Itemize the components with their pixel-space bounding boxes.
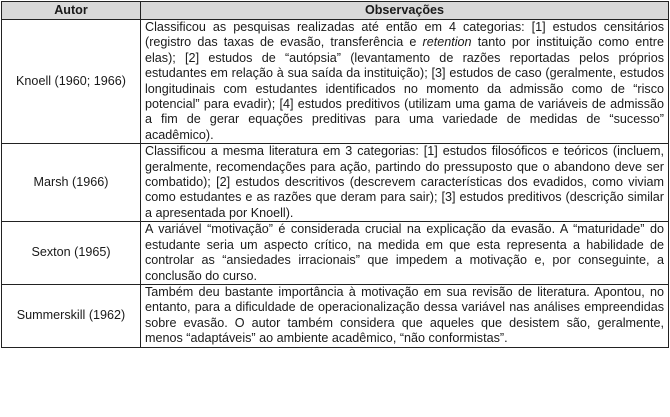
header-observations: Observações bbox=[141, 2, 669, 20]
table-body bbox=[2, 20, 669, 348]
observation-cell bbox=[141, 20, 669, 144]
table-row bbox=[2, 144, 669, 222]
observation-text: Classificou as pesquisas realizadas até então em 4 categorias: [1] estudos censitários (registro das taxas de evasão, transferência e bbox=[145, 20, 664, 50]
observation-cell: A variável “motivação” é considerada crucial na explicação da evasão. A “maturidade” do estudante seria um aspecto crítico, na medida em que esta representa a habilidade de controlar as “ansiedades irracionais” que impedem a motivação e, por conseguinte, a conclusão do curso. bbox=[141, 222, 669, 285]
author-cell: Marsh (1966) bbox=[2, 144, 141, 222]
table-row bbox=[2, 222, 669, 285]
table-header bbox=[2, 2, 669, 20]
observation-cell: Também deu bastante importância à motivação em sua revisão de literatura. Apontou, no entanto, para a dificuldade de operacionalização dessa variável nas análises empreendidas sobre evasão. O autor também considera que aqueles que desistem são, geralmente, menos “adaptáveis” ao ambiente acadêmico, “não conformistas”. bbox=[141, 284, 669, 347]
header-row bbox=[2, 2, 669, 20]
observation-cell: Classificou a mesma literatura em 3 categorias: [1] estudos filosóficos e teóricos (incluem, geralmente, recomendações para ação, partindo do pressuposto que o abandono deve ser combatido); [2] estudos descritivos (descrevem características dos evadidos, como viviam como estudantes e as razões que deram para sair); [3] estudos preditivos (descrição similar a apresentada por Knoell). bbox=[141, 144, 669, 222]
author-cell: Sexton (1965) bbox=[2, 222, 141, 285]
author-cell: Knoell (1960; 1966) bbox=[2, 20, 141, 144]
observation-text: tanto por instituição como entre elas); [2] estudos de “autópsia” (levantamento de razões reportadas pelos próprios estudantes em relação à sua saída da instituição); [3] estudos de caso (geralmente, estudos longitudinais com estudantes identificados no momento da admissão como de “risco potencial” para evadir); [4] estudos preditivos (utilizam uma gama de variáveis de admissão a fim de gerar equações preditivas para uma variedade de medidas de “sucesso” acadêmico). bbox=[145, 35, 664, 142]
header-author: Autor bbox=[2, 2, 141, 20]
table-row bbox=[2, 284, 669, 347]
literature-review-table bbox=[1, 1, 669, 348]
table-row bbox=[2, 20, 669, 144]
author-cell: Summerskill (1962) bbox=[2, 284, 141, 347]
observation-italic-term: retention bbox=[422, 35, 472, 50]
